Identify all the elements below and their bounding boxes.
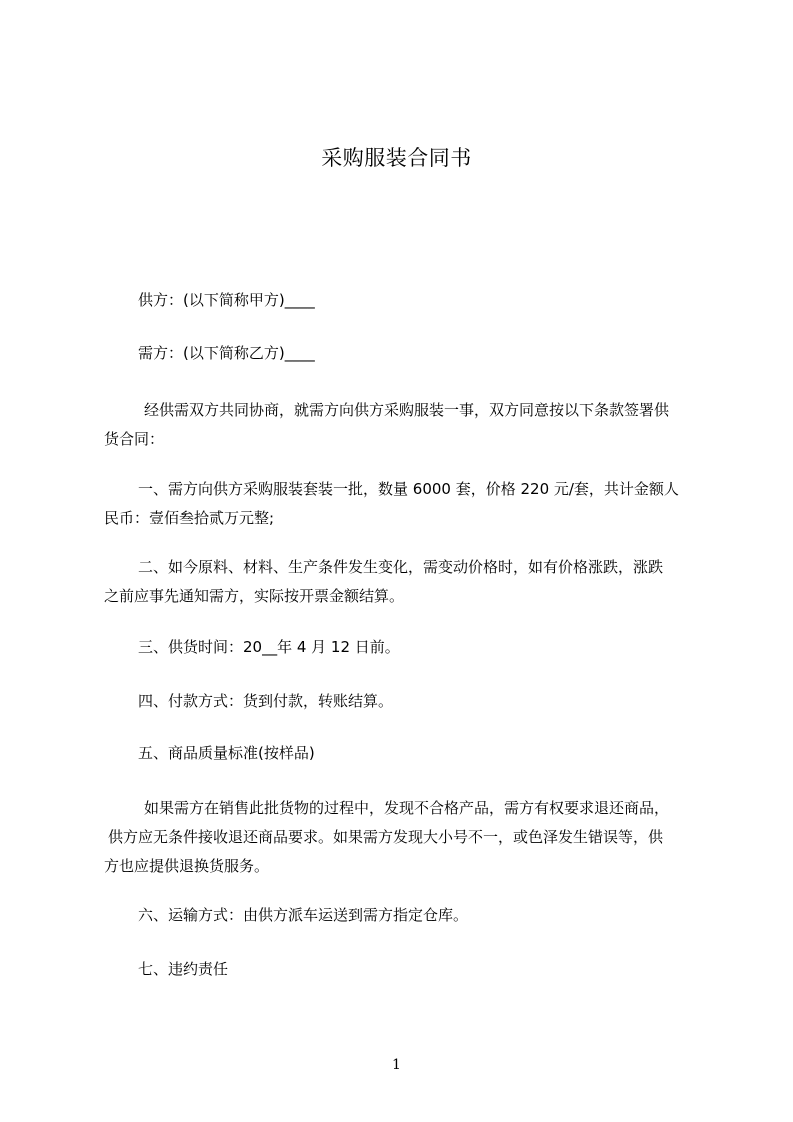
clause-7-text: 七、违约责任 bbox=[138, 960, 229, 978]
buyer-line bbox=[104, 339, 704, 368]
intro-line-2: 货合同： bbox=[104, 430, 165, 448]
document-title: 采购服装合同书 bbox=[321, 146, 472, 170]
page-number: 1 bbox=[392, 1057, 401, 1073]
clause-4-text: 四、付款方式：货到付款，转账结算。 bbox=[138, 692, 394, 710]
clause-2 bbox=[104, 553, 704, 611]
clause-2-line-1: 二、如今原料、材料、生产条件发生变化，需变动价格时，如有价格涨跌，涨跌 bbox=[138, 558, 664, 576]
clause-5 bbox=[104, 739, 704, 768]
intro-paragraph bbox=[104, 396, 704, 454]
clause-7 bbox=[104, 955, 704, 984]
clause-1 bbox=[104, 475, 704, 533]
buyer-text: 需方：(以下简称乙方)____ bbox=[138, 344, 315, 362]
clause-6-text: 六、运输方式：由供方派车运送到需方指定仓库。 bbox=[138, 906, 469, 924]
clause-2-line-2: 之前应事先通知需方，实际按开票金额结算。 bbox=[104, 587, 405, 605]
quality-line-3: 方也应提供退换货服务。 bbox=[104, 857, 270, 875]
quality-line-2: 供方应无条件接收退还商品要求。如果需方发现大小号不一，或色泽发生错误等，供 bbox=[108, 828, 664, 846]
supplier-text: 供方：(以下简称甲方)____ bbox=[138, 291, 315, 309]
quality-paragraph bbox=[104, 794, 704, 881]
clause-4 bbox=[104, 687, 704, 716]
supplier-line bbox=[104, 286, 704, 315]
intro-line-1: 经供需双方共同协商，就需方向供方采购服装一事，双方同意按以下条款签署供 bbox=[144, 401, 670, 419]
clause-3 bbox=[104, 633, 704, 662]
clause-1-line-2: 民币：壹佰叁拾贰万元整; bbox=[104, 509, 275, 527]
clause-1-line-1: 一、需方向供方采购服装套装一批，数量 6000 套，价格 220 元/套，共计金额人 bbox=[138, 480, 679, 498]
clause-6 bbox=[104, 901, 704, 930]
clause-5-text: 五、商品质量标准(按样品) bbox=[138, 744, 315, 762]
quality-line-1: 如果需方在销售此批货物的过程中，发现不合格产品，需方有权要求退还商品， bbox=[144, 799, 670, 817]
clause-3-text: 三、供货时间：20__年 4 月 12 日前。 bbox=[138, 638, 400, 656]
